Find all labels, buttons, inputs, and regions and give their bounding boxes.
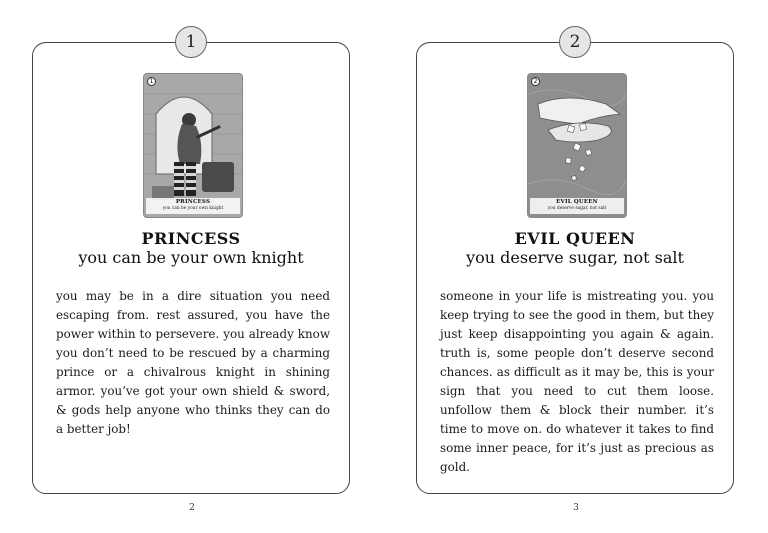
evil-queen-illustration bbox=[528, 74, 626, 217]
card-illustration-princess bbox=[143, 73, 243, 218]
card-subtitle: you can be your own knight bbox=[78, 248, 304, 267]
thumbnail-caption bbox=[530, 198, 624, 214]
thumbnail-subtitle: you can be your own knight bbox=[162, 206, 224, 211]
card-number-badge: 2 bbox=[559, 26, 591, 58]
page-number: 2 bbox=[189, 503, 195, 513]
thumbnail-subtitle: you deserve sugar, not salt bbox=[547, 206, 607, 211]
card-description: someone in your life is mistreating you. you keep trying to see the good in them, but they just keep disappointing you again & again. truth is, some people don’t deserve second chances. as difficult as it may be, this is your sign that you need to cut them loose. unfollow them & block their number. it’s time to move on. do whatever it takes to find some inner peace, for it’s just as precious as gold. bbox=[440, 289, 714, 474]
card-title: PRINCESS bbox=[141, 229, 241, 248]
card-description: you may be in a dire situation you need escaping from. rest assured, you have the power within to persevere. you already know you don’t need to be rescued by a charming prince or a chivalrous knight in shining armor. you’ve got your own shield & sword, & gods help anyone who thinks they can do a better job! bbox=[56, 289, 330, 436]
card-subtitle: you deserve sugar, not salt bbox=[466, 248, 684, 267]
thumbnail-number: 2 bbox=[531, 77, 540, 86]
thumbnail-title: PRINCESS bbox=[175, 199, 211, 205]
card-title: EVIL QUEEN bbox=[514, 229, 636, 248]
tarot-card-evil-queen bbox=[416, 42, 734, 494]
thumbnail-title: EVIL QUEEN bbox=[556, 199, 598, 205]
right-page bbox=[384, 0, 768, 533]
tarot-card-princess bbox=[32, 42, 350, 494]
card-number-badge: 1 bbox=[175, 26, 207, 58]
thumbnail-caption bbox=[146, 198, 240, 214]
page-number: 3 bbox=[573, 503, 579, 513]
princess-illustration bbox=[144, 74, 242, 217]
card-illustration-evil-queen bbox=[527, 73, 627, 218]
thumbnail-number: 1 bbox=[147, 77, 156, 86]
